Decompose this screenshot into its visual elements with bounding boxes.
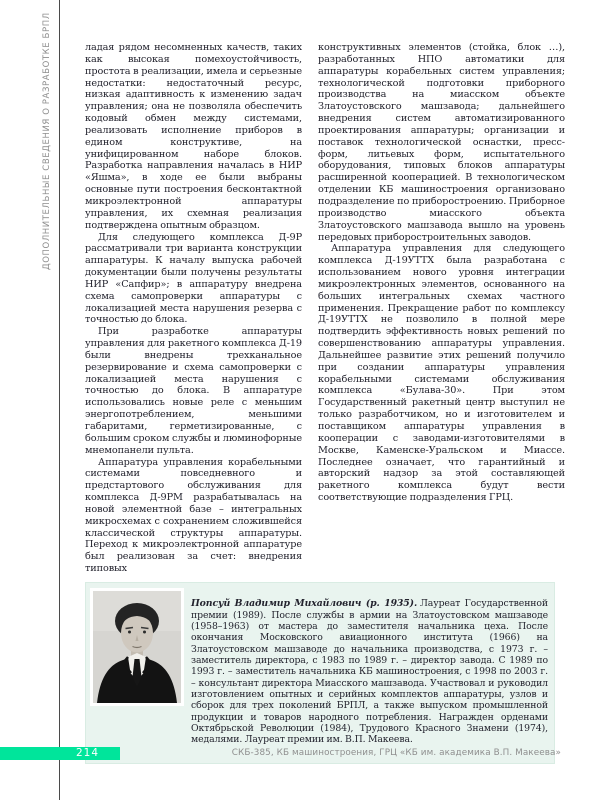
sidebar-chapter-caption: ДОПОЛНИТЕЛЬНЫЕ СВЕДЕНИЯ О РАЗРАБОТКЕ БРПЛ (42, 12, 52, 270)
page-number-badge (0, 747, 120, 760)
running-title: СКБ-385, КБ машиностроения, ГРЦ «КБ им. академика В.П. Макеева» (231, 748, 561, 758)
biography-name: Попсуй Владимир Михайлович (р. 1935). (191, 598, 418, 610)
paragraph: Аппаратура управления корабельными системами повседневного и предстартового обслуживания для комплекса Д-9РМ разрабатывалась на новой элементной базе – интегральных микросхемах с сохранением сложившейся классической структуры аппаратуры. Переход к микроэлектронной аппаратуре был реализован за счет: внедрения типовых (85, 456, 302, 575)
left-column (85, 42, 302, 575)
biography-text-block (191, 598, 548, 745)
paragraph: конструктивных элементов (стойка, блок …), разработанных НПО автоматики для аппаратуры корабельных систем управления; технологической подготовки приборного производства на миасском объекте Златоустовского машзавода; дальнейшего внедрения систем автоматизированного проектирования аппаратуры; организации и поставок технологической оснастки, пресс-форм, литьевых форм, испытательного оборудования, типовых блоков аппаратуры расширенной кооперацией. В технологическом отделении КБ машиностроения организовано подразделение по приборостроению. Приборное производство миасского объекта Златоустовского машзавода вышло на уровень передовых приборостроительных заводов. (318, 42, 565, 243)
paragraph: Для следующего комплекса Д-9Р рассматривали три варианта конструкции аппаратуры. К началу выпуска рабочей документации были получены результаты НИР «Сапфир»; в аппаратуру внедрена схема самопроверки аппаратуры с локализацией места нарушения резерва с точностью до блока. (85, 231, 302, 326)
portrait-illustration (93, 591, 181, 703)
two-column-text (85, 42, 565, 575)
right-column (318, 42, 565, 575)
page-number: 214 (75, 747, 100, 759)
paragraph: ладая рядом несомненных качеств, таких как высокая помехоустойчивость, простота в реализации, имела и серьезные недостатки: недостаточный ресурс, низкая адаптивность к изменению задач управления; она не позволяла обеспечить кодовый обмен между системами, реализовать исполнение приборов в едином конструктиве, на унифицированном наборе блоков. Разработка направления началась в НИР «Яшма», в ходе ее были выбраны основные пути построения бесконтактной микроэлектронной аппаратуры управления, их схемная реализация подтверждена опытным образцом. (85, 42, 302, 231)
page-content (85, 42, 565, 764)
paragraph: При разработке аппаратуры управления для ракетного комплекса Д-19 были внедрены трехканальное резервирование и схема самопроверки с локализацией места нарушения с точностью до блока. В аппаратуре использовались новые реле с меньшим энергопотреблением, меньшими габаритами, герметизированные, с большим сроком службы и люминофорные мнемопанели пульта. (85, 326, 302, 456)
sidebar-divider-rule (59, 0, 60, 800)
biography-box (85, 582, 555, 764)
portrait-photo (90, 588, 184, 706)
biography-body: Лауреат Государственной премии (1989). После службы в армии на Златоустовском машзаводе (1958–1963) от мастера до заместителя начальника цеха. После окончания Московского авиационного института (1966) на Златоустовском машзаводе до начальника производства, с 1973 г. – заместитель директора, с 1983 по 1989 г. – директор завода. С 1989 по 1993 г. – заместитель начальника КБ машиностроения, с 1998 по 2003 г. – консультант директора Миасского машзавода. Участвовал и руководил изготовлением опытных и серийных комплектов аппаратуры, узлов и сборок для трех поколений БРПЛ, а также выпуском промышленной продукции и товаров народного потребления. Награжден орденами Октябрьской Революции (1984), Трудового Красного Знамени (1974), медалями. Лауреат премии им. В.П. Макеева. (191, 598, 548, 746)
paragraph: Аппаратура управления для следующего комплекса Д-19УТТХ была разработана с использованием нового уровня интеграции микроэлектронных элементов, основанного на больших интегральных схемах частного применения. Прекращение работ по комплексу Д-19УТТХ не позволило в полной мере подтвердить эффективность новых решений по совершенствованию аппаратуры управления. Дальнейшее развитие этих решений получило при создании аппаратуры управления корабельными системами обслуживания комплекса «Булава-30». При этом Государственный ракетный центр выступил не только разработчиком, но и изготовителем и поставщиком аппаратуры управления в кооперации с заводами-изготовителями в Москве, Каменске-Уральском и Миассе. Последнее означает, что гарантийный и авторский надзор за этой составляющей ракетного комплекса будут вести соответствующие подразделения ГРЦ. (318, 243, 565, 504)
